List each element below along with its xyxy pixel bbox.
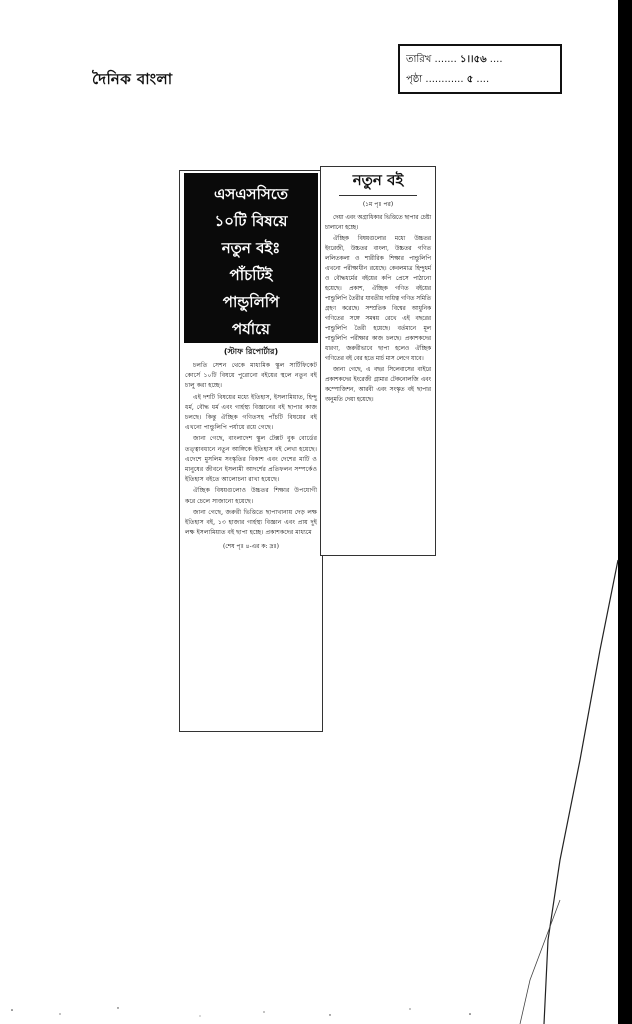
byline: (স্টাফ রিপোর্টার) <box>223 347 279 356</box>
headline-line: এসএসসিতে <box>213 185 289 203</box>
continuation-body <box>321 213 435 405</box>
headline-line: পাঁচটিই <box>229 266 273 284</box>
stamp-date-label: তারিখ <box>406 54 432 65</box>
headline-line: ১০টি বিষয়ে <box>214 212 288 230</box>
article-paragraph: জানা গেছে, জরুরী ভিত্তিতে ছাপাখানায় দেড় লক্ষ ইতিহাস বই, ১৩ হাজার গার্হস্থ্য বিজ্ঞান এবং প্রায় দুই লক্ষ ইসলামিয়াত বই ছাপা হচ্ছে। প্রকাশকদের মাধ্যমে <box>185 508 317 537</box>
clipping-continuation-article <box>320 166 436 556</box>
stamp-page-row: পৃষ্ঠা ............ ৫ .... <box>406 74 490 85</box>
continuation-subtitle: (১ম পৃঃ পর) <box>362 201 394 208</box>
newspaper-name: দৈনিক বাংলা <box>92 70 173 88</box>
scan-edge <box>618 0 632 1024</box>
clipping-main-article <box>179 170 323 732</box>
article-paragraph: ঐচ্ছিক বিষয়গুলোও উচ্চতর শিক্ষার উপযোগী করে চেলে সাজানো হয়েছে। <box>185 487 317 505</box>
scan-specks <box>0 996 632 1020</box>
article-paragraph: জানা গেছে, বাংলাদেশ স্কুল টেক্সট বুক বোর্ডের তত্ত্বাবধানে নতুন আঙ্গিকে ইতিহাস বই লেখা হয়েছে। এদেশে মুসলিম সংস্কৃতির বিকাশ এবং দেশের মাটি ও মানুষের জীবনে ইসলামী আদর্শের প্রতিফলন সম্পর্কেও ইতিহাস বইতে আলোচনা রাখা হয়েছে। <box>185 435 317 484</box>
stamp-page-label: পৃষ্ঠা <box>406 74 423 85</box>
article-paragraph: এই দশটি বিষয়ের মধ্যে ইতিহাস, ইসলামিয়াত, হিন্দু ধর্ম, বৌদ্ধ ধর্ম এবং গার্হস্থ্য বিজ্ঞানের বই ছাপার কাজ চলছে। কিন্তু ঐচ্ছিক গণিতসহ পাঁচটি বিষয়ের বই এখনো পান্ডুলিপি পর্যায়ে রয়ে গেছে। <box>185 393 317 432</box>
stamp-date-row: তারিখ ....... ১।।৫৬ .... <box>406 54 503 65</box>
article-paragraph: ঐচ্ছিক বিষয়গুলোর মধ্যে উচ্চতর ইংরেজী, উচ্চতর বাংলা, উচ্চতর গণিত ললিতকলা ও শারীরিক শিক্ষার পান্ডুলিপি এখনো পরীক্ষাধীন রয়েছে। কেবলমাত্র হিন্দুধর্ম ও বৌদ্ধধর্মের বইয়ের কপি প্রেসে পাঠানো হয়েছে। প্রকাশ, ঐচ্ছিক গণিত বইয়ের পান্ডুলিপি তৈরীর যাবতীয় দায়িত্ব গণিত সমিতি গ্রহণ করেছে। সম্প্রতিক বিশ্বের আধুনিক গণিতের সঙ্গে সমন্বয় রেখে এই বছরের পান্ডুলিপি তৈরী হয়েছে। বর্তমানে মূল পান্ডুলিপি পরীক্ষার কাজ চলছে। প্রকাশকদের ধারণা, জরুরীভাবে ছাপা হলেও ঐচ্ছিক গণিতের বই বের হতে মার্চ মাস লেগে যাবে। <box>325 236 431 362</box>
article-paragraph: চলতি সেশন থেকে মাধ্যমিক স্কুল সার্টিফিকেট কোর্সে ১০টি বিষয়ে পুরোনো বইয়ের স্থলে নতুন বই চালু করা হচ্ছে। <box>185 362 317 390</box>
article-paragraph: জানা গেছে, এ বছর সিলেবাসের বাইরে প্রকাশকদের ইংরেজী গ্রামার টেকনোলজি এবং কম্পোজিশন, আরবী এবং সংস্কৃত বই ছাপার অনুমতি দেয়া হয়েছে। <box>325 367 431 403</box>
headline-line: নতুন বইঃ <box>221 239 281 257</box>
article-body <box>180 361 322 538</box>
article-paragraph: দেয়া এবং অগ্রাধিকার ভিত্তিতে ছাপার চেষ্টা চালানো হচ্ছে। <box>325 215 431 231</box>
headline-line: পান্ডুলিপি <box>222 293 280 311</box>
headline-line: পর্যায়ে <box>231 320 271 338</box>
headline-block <box>184 173 318 343</box>
stamp-date-value: ১।।৫৬ <box>459 54 487 65</box>
continuation-note: (শেষ পৃঃ ৪-এর ক: দ্রঃ) <box>222 543 280 551</box>
date-page-stamp <box>398 44 562 94</box>
stamp-page-value: ৫ <box>466 74 474 85</box>
continuation-title: নতুন বই <box>339 169 417 196</box>
